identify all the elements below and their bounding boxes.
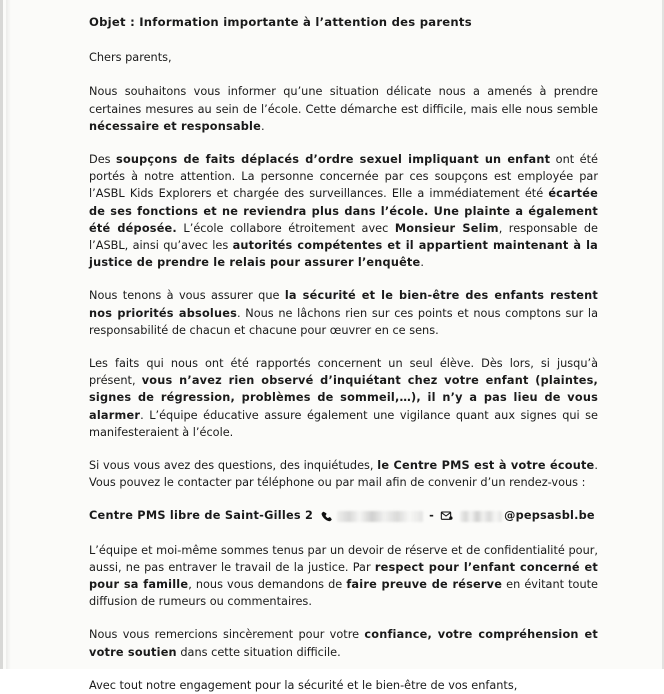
letter-salutation: Chers parents, <box>89 51 172 65</box>
emphasis-run: nécessaire et responsable <box>89 119 261 133</box>
paragraph-facts <box>89 151 598 271</box>
contact-separator: - <box>429 509 435 523</box>
emphasis-run: soupçons de faits déplacés d’ordre sexuel impliquant un enfant <box>116 153 551 167</box>
letter-subject: Objet : Information importante à l’attention des parents <box>89 15 472 29</box>
text-run: L’équipe et moi-même sommes tenus par un devoir de réserve et de confidentialité pour, aussi, ne pas entraver le travail de la justice. Par <box>89 543 598 574</box>
paragraph-safety <box>89 287 598 339</box>
text-run: Nous souhaitons vous informer qu’une situation délicate nous a amenés à prendre certaines mesures au sein de l’école. Cette démarche est difficile, mais elle nous semble <box>89 85 598 116</box>
contact-details-line <box>89 507 598 524</box>
emphasis-run: la sécurité et le bien-être des enfants restent nos priorités absolues <box>89 289 598 320</box>
letter-body <box>89 14 598 694</box>
emphasis-run: vous n’avez rien observé d’inquiétant chez votre enfant (plaintes, signes de régression, problèmes de sommeil,…), il n’y a pas lieu de vous alarmer <box>89 374 598 422</box>
text-run: Des <box>89 153 117 167</box>
text-run: . Vous pouvez le contacter par téléphone ou par mail afin de convenir d’un rendez-vous : <box>89 459 598 490</box>
text-run: . <box>260 119 265 133</box>
text-run: L’école collabore étroitement avec <box>176 221 395 235</box>
emphasis-run: respect pour l’enfant concerné et pour sa famille <box>89 560 598 592</box>
paragraph-thanks <box>89 626 598 660</box>
text-run: . L’équipe éducative assure également une vigilance quant aux signes qui se manifesteraient à l’école. <box>89 408 598 439</box>
text-run: ont été portés à notre attention. La personne concernée par ces soupçons est employée par l’ASBL Kids Explorers et chargée des surveillances. Elle a immédiatement été <box>89 153 598 201</box>
text-run: Les faits qui nous ont été rapportés concernent un seul élève. Dès lors, si jusqu’à présent, <box>89 357 598 388</box>
contact-email-domain: @pepsasbl.be <box>504 509 595 523</box>
emphasis-run: le Centre PMS est à votre écoute <box>377 459 595 473</box>
redacted-email-user <box>460 511 502 522</box>
redacted-phone-number <box>337 511 423 522</box>
emphasis-run: autorités compétentes et il appartient maintenant à la justice de prendre le relais pour assurer l’enquête <box>89 239 598 270</box>
text-run: . <box>420 256 424 270</box>
text-run: Nous tenons à vous assurer que <box>89 289 285 303</box>
phone-icon <box>321 511 332 522</box>
paragraph-reassurance <box>89 355 598 441</box>
emphasis-run: écartée de ses fonctions et ne reviendra plus dans l’école. Une plainte a également été déposée. <box>89 187 598 235</box>
emphasis-run: confiance, votre compréhension et votre soutien <box>89 628 598 659</box>
envelope-icon <box>441 511 453 521</box>
text-run: dans cette situation difficile. <box>176 645 341 659</box>
text-run: . Nous ne lâchons rien sur ces points et nous comptons sur la responsabilité de chacun et chacune pour œuvrer en ce sens. <box>89 306 598 337</box>
text-run: , responsable de l’ASBL, ainsi qu’avec les <box>89 221 598 253</box>
contact-organisation: Centre PMS libre de Saint-Gilles 2 <box>89 509 314 523</box>
paragraph-pms-contact <box>89 457 598 491</box>
emphasis-run: faire preuve de réserve <box>346 578 503 592</box>
document-page <box>3 0 662 694</box>
emphasis-run: Monsieur Selim <box>394 221 499 235</box>
text-run: Nous vous remercions sincèrement pour votre <box>89 628 365 642</box>
text-run: , nous vous demandons de <box>188 578 347 592</box>
text-run: Si vous vous avez des questions, des inquiétudes, <box>89 459 378 473</box>
paragraph-closing: Avec tout notre engagement pour la sécurité et le bien-être de vos enfants, <box>89 678 518 692</box>
paragraph-intro <box>89 83 598 135</box>
text-run: en évitant toute diffusion de rumeurs ou commentaires. <box>89 578 598 609</box>
paragraph-confidentiality <box>89 542 598 611</box>
